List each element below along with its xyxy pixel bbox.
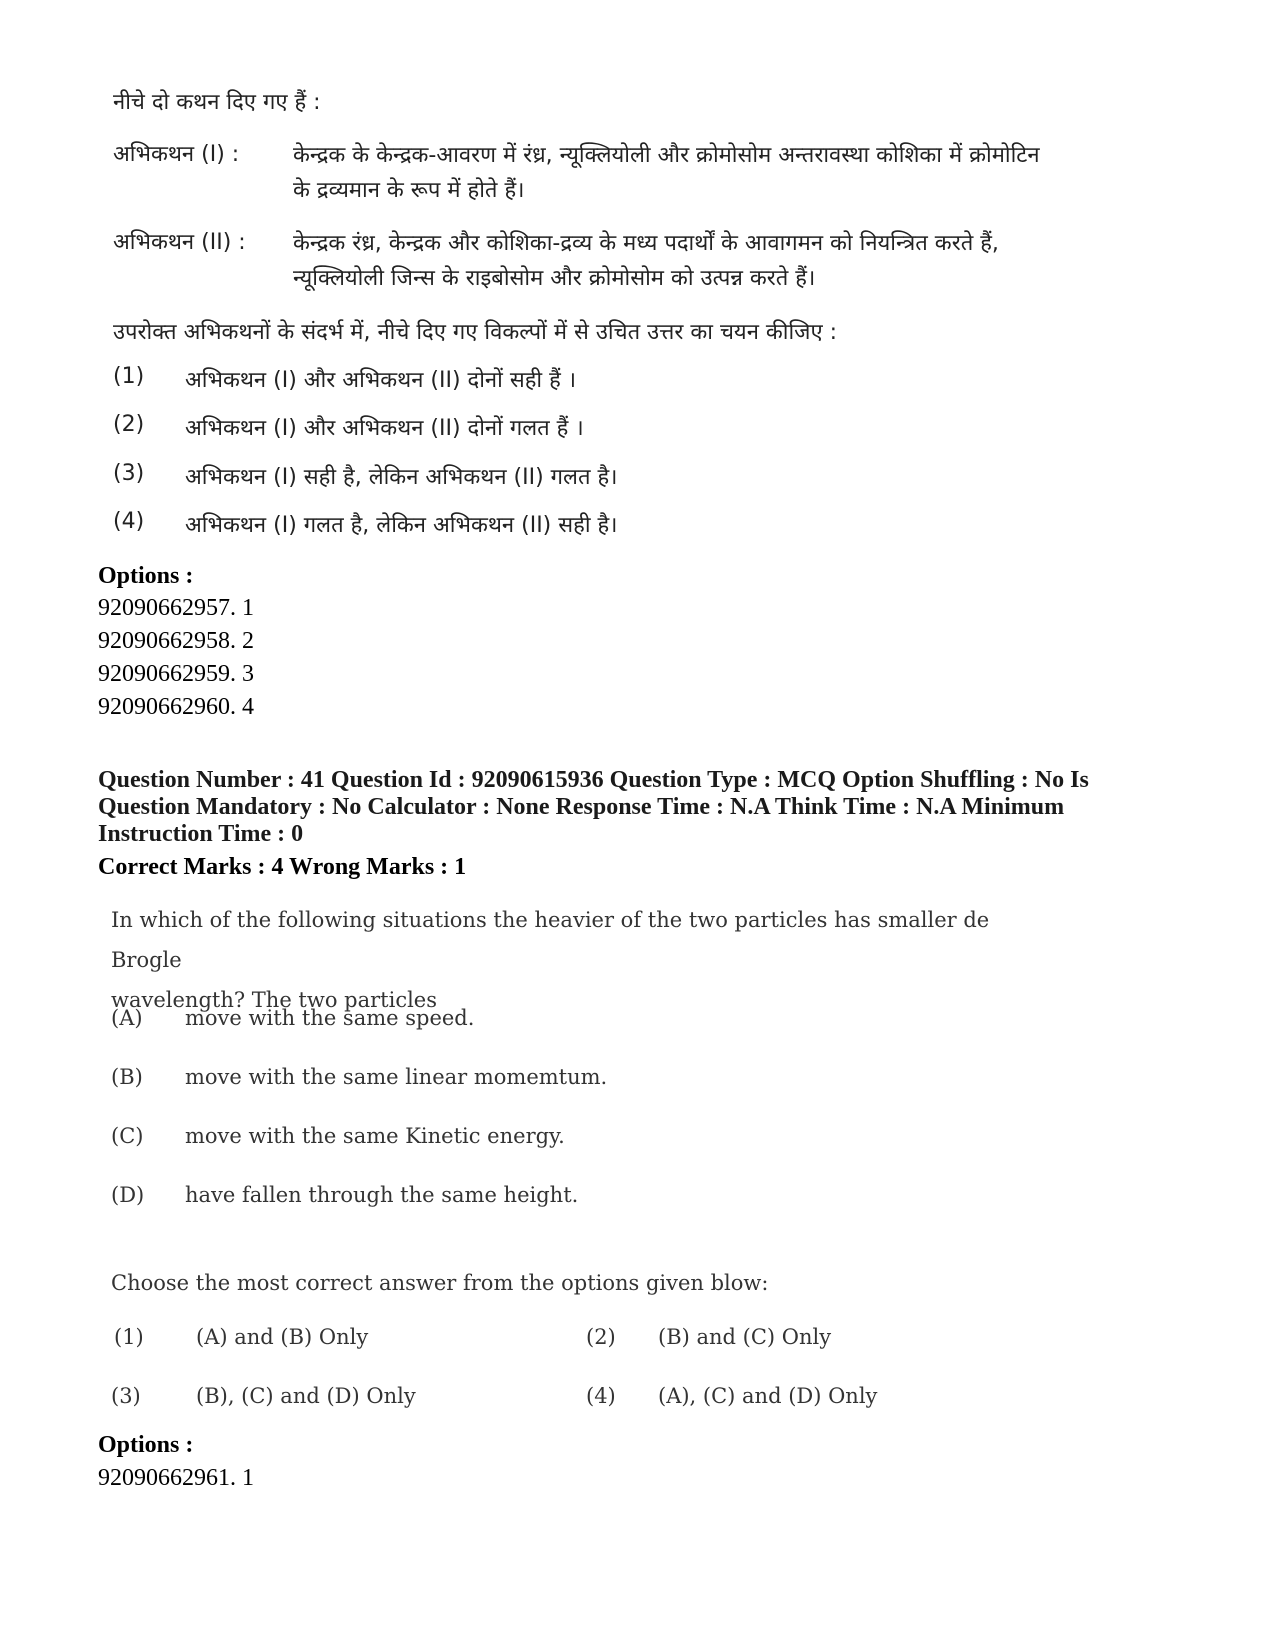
q41-choice-1	[114, 1325, 368, 1349]
q41-statement-a	[111, 1006, 474, 1030]
q40-intro: नीचे दो कथन दिए गए हैं :	[113, 90, 321, 115]
q41-question-line-1: In which of the following situations the heavier of the two particles has smaller de Brogle	[111, 908, 990, 972]
q41-meta-line-1: Question Number : 41 Question Id : 92090615936 Question Type : MCQ Option Shuffling : No Is	[98, 767, 1089, 793]
q40-choice-3	[113, 461, 618, 491]
q40-option-3: 92090662959. 3	[98, 661, 254, 687]
q40-choice-2	[113, 412, 584, 442]
statement-text: move with the same linear momemtum.	[185, 1065, 608, 1089]
statement-letter: (D)	[111, 1183, 145, 1207]
q41-meta-line-2: Question Mandatory : No Calculator : None Response Time : N.A Think Time : N.A Minimum	[98, 794, 1065, 820]
q40-options-heading: Options :	[98, 563, 194, 589]
q41-meta	[98, 767, 1198, 848]
choice-number: (1)	[114, 1325, 144, 1349]
choice-number: (1)	[113, 364, 145, 389]
q40-option-1: 92090662957. 1	[98, 595, 254, 621]
choice-number: (4)	[586, 1384, 616, 1408]
q41-statement-b	[111, 1065, 607, 1089]
statement-text: केन्द्रक के केन्द्रक-आवरण में रंध्र, न्यूक्लियोली और क्रोमोसोम अन्तरावस्था कोशिका में क्रोमोटिन के द्रव्यमान के रूप में होते हैं।	[293, 143, 1040, 203]
choice-text: (A), (C) and (D) Only	[658, 1384, 878, 1408]
statement-letter: (B)	[111, 1065, 143, 1089]
statement-letter: (C)	[111, 1124, 144, 1148]
choice-text: अभिकथन (I) गलत है, लेकिन अभिकथन (II) सही है।	[185, 513, 618, 538]
choice-text: अभिकथन (I) और अभिकथन (II) दोनों सही हैं ।	[185, 368, 577, 393]
q41-choice-4	[586, 1384, 877, 1408]
q41-choice-3	[111, 1384, 416, 1408]
choice-number: (3)	[111, 1384, 141, 1408]
q40-choice-1	[113, 364, 576, 394]
q41-question-line-2: wavelength? The two particles	[111, 988, 438, 1012]
q41-instruction: Choose the most correct answer from the options given blow:	[111, 1271, 769, 1295]
statement-text: move with the same speed.	[185, 1006, 475, 1030]
q40-statement-2	[113, 226, 1063, 296]
q41-question	[111, 900, 1061, 1020]
q41-meta-line-3: Instruction Time : 0	[98, 821, 304, 847]
statement-label: अभिकथन (I) :	[113, 142, 240, 167]
q41-option-1: 92090662961. 1	[98, 1465, 254, 1491]
q41-choice-2	[586, 1325, 831, 1349]
choice-text: अभिकथन (I) और अभिकथन (II) दोनों गलत हैं ।	[185, 416, 584, 441]
statement-letter: (A)	[111, 1006, 143, 1030]
q41-options-heading: Options :	[98, 1432, 194, 1458]
choice-number: (4)	[113, 509, 145, 534]
q41-statement-c	[111, 1124, 565, 1148]
choice-number: (2)	[586, 1325, 616, 1349]
q41-marks: Correct Marks : 4 Wrong Marks : 1	[98, 854, 467, 880]
choice-text: अभिकथन (I) सही है, लेकिन अभिकथन (II) गलत है।	[185, 465, 618, 490]
q40-option-4: 92090662960. 4	[98, 694, 254, 720]
q40-option-2: 92090662958. 2	[98, 628, 254, 654]
choice-text: (B) and (C) Only	[658, 1325, 832, 1349]
choice-text: (B), (C) and (D) Only	[196, 1384, 416, 1408]
q41-statement-d	[111, 1183, 578, 1207]
q40-instruction: उपरोक्त अभिकथनों के संदर्भ में, नीचे दिए गए विकल्पों में से उचित उत्तर का चयन कीजिए :	[113, 320, 838, 345]
choice-text: (A) and (B) Only	[196, 1325, 369, 1349]
choice-number: (2)	[113, 412, 145, 437]
q40-choice-4	[113, 509, 618, 539]
statement-text: move with the same Kinetic energy.	[185, 1124, 565, 1148]
choice-number: (3)	[113, 461, 145, 486]
statement-label: अभिकथन (II) :	[113, 230, 246, 255]
statement-text: have fallen through the same height.	[185, 1183, 579, 1207]
q40-statement-1	[113, 138, 1063, 208]
statement-text: केन्द्रक रंध्र, केन्द्रक और कोशिका-द्रव्य के मध्य पदार्थों के आवागमन को नियन्त्रित करते हैं, न्यूक्लियोली जिन्स के राइबोसोम और क्रोमोसोम को उत्पन्न करते हैं।	[293, 231, 999, 291]
